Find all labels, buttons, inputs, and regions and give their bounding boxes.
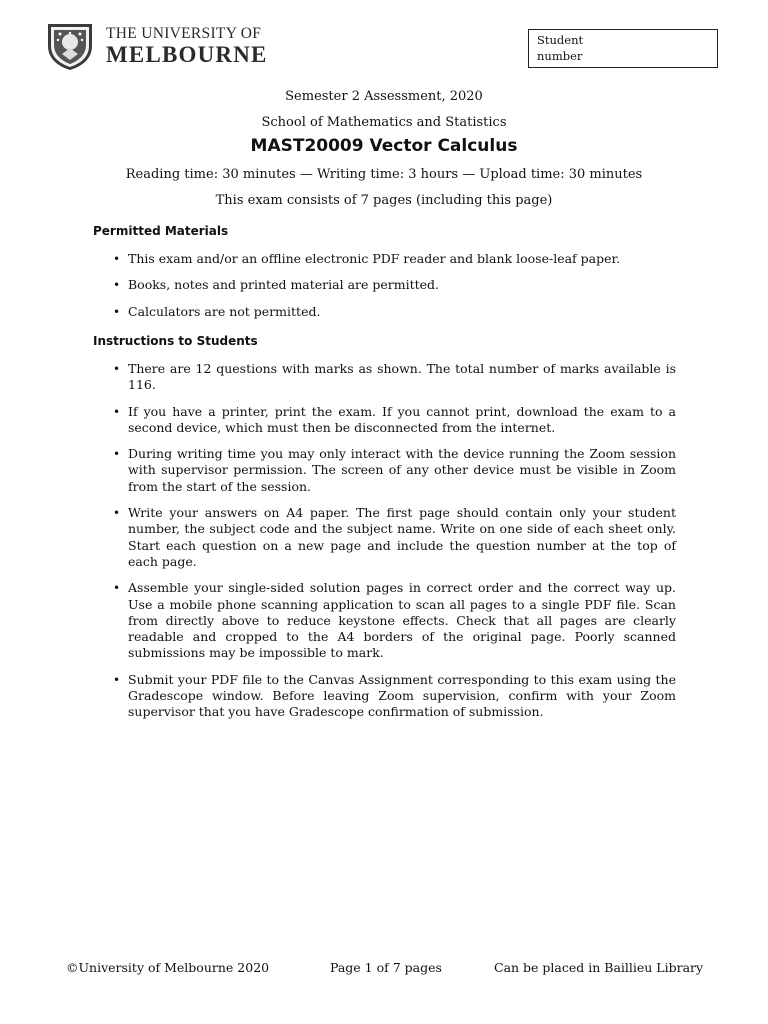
list-item [0, 277, 768, 293]
bullet-icon: • [113, 404, 121, 419]
semester-line: Semester 2 Assessment, 2020 [285, 89, 483, 104]
permitted-materials-list [0, 251, 768, 330]
bullet-icon: • [113, 506, 121, 521]
list-item-text: Write your answers on A4 paper. The first page should contain only your student number, the subject code and the subject name. Write on one side of each sheet only. Start each question on a new page and include the question number at the top of each page. [128, 505, 676, 569]
university-wordmark [106, 26, 268, 67]
list-item [0, 446, 768, 495]
list-item [0, 580, 768, 661]
bullet-icon: • [113, 447, 121, 462]
list-item [0, 404, 768, 437]
list-item-text: There are 12 questions with marks as shown. The total number of marks available is 116. [128, 361, 676, 393]
list-item-text: Calculators are not permitted. [128, 303, 321, 319]
list-item-text: If you have a printer, print the exam. If you cannot print, download the exam to a second device, which must then be disconnected from the internet. [128, 403, 676, 435]
logo-line2: MELBOURNE [106, 42, 268, 68]
bullet-icon: • [113, 304, 121, 319]
student-box-label-line1: Student [537, 33, 584, 47]
bullet-icon: • [113, 252, 121, 266]
list-item [0, 361, 768, 394]
list-item-text: This exam and/or an offline electronic PDF reader and blank loose-leaf paper. [128, 251, 621, 266]
student-box-label-line2: number [537, 49, 583, 63]
footer-library-note: Can be placed in Baillieu Library [494, 960, 704, 975]
bullet-icon: • [113, 581, 121, 596]
exam-times: Reading time: 30 minutes — Writing time: 3 hours — Upload time: 30 minutes [125, 167, 643, 182]
list-item [0, 304, 768, 320]
bullet-icon: • [113, 362, 121, 376]
list-item-text: Books, notes and printed material are permitted. [128, 277, 440, 293]
list-item [0, 251, 768, 267]
logo-line1: THE UNIVERSITY OF [106, 24, 262, 42]
page-count-note: This exam consists of 7 pages (including this page) [215, 193, 553, 208]
instructions-list [0, 361, 768, 731]
list-item-text: During writing time you may only interact with the device running the Zoom session with supervisor permission. The screen of any other device must be visible in Zoom from the start of the session. [128, 446, 676, 494]
student-number-box[interactable] [528, 29, 718, 68]
list-item [0, 505, 768, 570]
list-item-text: Submit your PDF file to the Canvas Assignment corresponding to this exam using the Gradescope window. Before leaving Zoom supervision, confirm with your Zoom supervisor that you have Gradescope confirmation of submission. [128, 671, 676, 720]
bullet-icon: • [113, 672, 121, 687]
instructions-heading: Instructions to Students [93, 334, 258, 348]
list-item [0, 672, 768, 721]
university-crest-icon [42, 20, 98, 72]
bullet-icon: • [113, 278, 121, 293]
course-title: MAST20009 Vector Calculus [250, 136, 518, 156]
school-line: School of Mathematics and Statistics [261, 115, 507, 130]
footer-copyright: ©University of Melbourne 2020 [66, 960, 270, 975]
list-item-text: Assemble your single-sided solution pages in correct order and the correct way up. Use a mobile phone scanning application to scan all pages to a single PDF file. Scan from directly above to reduce keystone effects. Check that all pages are clearly readable and cropped to the A4 borders of the original page. Poorly scanned submissions may be impossible to mark. [128, 580, 676, 661]
university-logo [42, 20, 268, 72]
permitted-materials-heading: Permitted Materials [93, 224, 229, 238]
footer-page-number: Page 1 of 7 pages [330, 960, 442, 975]
